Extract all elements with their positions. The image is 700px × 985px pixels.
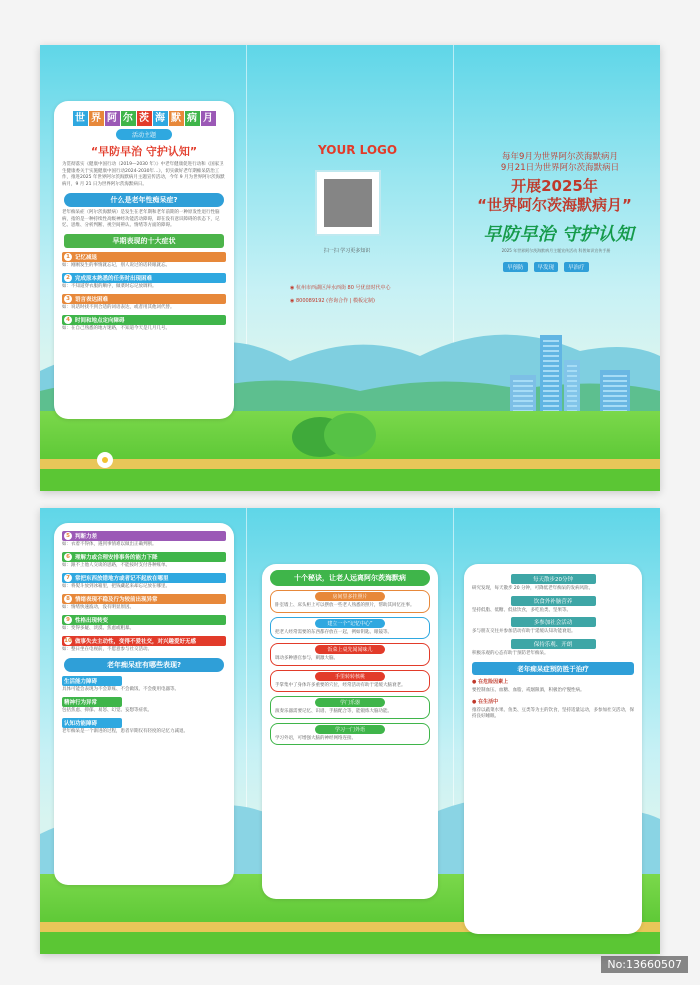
tip-item	[270, 696, 430, 719]
bush-illustration	[290, 397, 380, 457]
qr-pattern	[324, 179, 372, 227]
symptom-label: 判断力差	[75, 534, 98, 540]
campaign-title-1: 开展2025年	[511, 177, 598, 195]
date-lines	[470, 152, 650, 174]
symptom-desc: 如：说话时找不到合适的词语表达，或者用其他词代替。	[62, 304, 175, 310]
symptom-bar	[62, 531, 226, 541]
symptoms-heading: 早期表现的十大症状	[64, 234, 224, 248]
lawn-front	[40, 469, 660, 491]
symptom-bar	[62, 552, 226, 562]
prevention-label: 饮食外补脑营养	[511, 596, 596, 606]
title-char: 病	[185, 111, 200, 126]
prevention-desc: 研究发现，每天散步 20 分钟，可降低老年痴呆的发病风险。	[472, 586, 594, 591]
symptom-bar	[62, 273, 226, 283]
tip-label: 手里转转核桃	[315, 672, 385, 681]
title-char: 海	[153, 111, 168, 126]
tip-label: 饭菜上桌先闻闻味儿	[315, 645, 385, 654]
title-char: 尔	[121, 111, 136, 126]
section-heading: 老年痴呆症有哪些表现?	[64, 658, 224, 672]
symptom-label: 理解力或合理安排事务的能力下降	[75, 555, 158, 561]
title-char: 茨	[137, 111, 152, 126]
qr-code[interactable]	[315, 170, 381, 236]
brochure-inside	[40, 508, 660, 954]
prevention-item	[472, 639, 634, 657]
tip-desc: 调动多种感官参与，刺激大脑。	[275, 656, 338, 661]
tip-desc: 手掌集中了身体许多重要的穴位，经常活动有助于延缓大脑衰老。	[275, 682, 406, 688]
tips-title: 十个秘诀，让老人远离阿尔茨海默病	[270, 570, 430, 586]
symptom-number: 4	[64, 316, 72, 324]
date-line-2: 9月21日为世界阿尔茨海默病日	[500, 163, 620, 173]
tip-item	[270, 617, 430, 640]
definition-paragraph: 老年痴呆症（阿尔茨海默病）是发生在老年期和老年前期的一种原发性退行性脑病，指的是一种持续性高级神经功能活动障碍，即在没有意识障碍的状态下，记忆、思维、分析判断、视空间辨认、情绪等方面的障碍。	[62, 210, 220, 228]
title-char: 世	[73, 111, 88, 126]
theme-slogan: “早防早治 守护认知”	[90, 145, 198, 158]
tip-item	[270, 590, 430, 613]
section-heading: 什么是老年性痴呆症?	[64, 193, 224, 207]
symptom-desc: 如：整日坐在电视前，不愿意参与社交活动。	[62, 647, 152, 652]
symptom-desc: 如：刚刚发生的事情就忘记，别人说过的话转眼就忘。	[62, 262, 170, 268]
symptom-desc: 如：变得多疑、淡漠、焦虑或粗暴。	[62, 626, 134, 631]
tip-desc: 卧室墙上、床头柜上可以摆放一些老人熟悉的照片，帮助其回忆往事。	[275, 603, 415, 608]
sub-label: 认知功能障碍	[64, 721, 98, 727]
prevention-desc: 积极乐观的心态有助于预防老年痴呆。	[472, 650, 549, 656]
symptom-bar	[62, 615, 226, 625]
campaign-note: 2025 年世界阿尔茨海默病月主题宣传活动 科普知识宣传手册	[501, 248, 611, 253]
intro-paragraph: 为贯彻落实《健康中国行动（2019—2030 年）》中老年健康促进行动和《国家卫生健康委关于实施健康中国行动2024-2030年…》，切实做好老年期痴呆防治工作，推进2025 年世界阿尔茨海默病月主题宣传活动，今年 9 月为世界阿尔茨海默病月，9 月 21 日为世界阿尔茨海默病日。	[62, 162, 225, 187]
symptom-number: 3	[64, 295, 72, 303]
symptom-number: 10	[64, 638, 72, 644]
prevention-desc: 多与朋友交往并参加活动有助于延缓认知功能衰退。	[472, 629, 576, 634]
symptom-bar	[62, 252, 226, 262]
location-icon: ◉	[290, 285, 296, 291]
symptom-desc: 如：跟不上他人交谈的思路，不能按时支付各种账单。	[62, 563, 170, 568]
symptom-label: 时间和地点定向障碍	[75, 317, 125, 324]
tag: 早发现	[534, 262, 559, 272]
intro-card	[54, 101, 234, 419]
tip-item	[270, 670, 430, 693]
title-char: 月	[201, 111, 216, 126]
symptom-number: 7	[64, 574, 72, 582]
sub-label: 生活能力障碍	[64, 679, 98, 685]
symptom-desc: 如：衣着不得体，遇到事情难以做出正确判断。	[62, 542, 157, 547]
symptom-label: 性格出现转变	[75, 618, 109, 624]
tip-label: 学习一门外语	[315, 725, 385, 734]
tip-label: 房间里多挂照片	[315, 592, 385, 601]
tag: 早预防	[503, 262, 528, 272]
bullet-label: ● 在生活中	[472, 698, 499, 705]
symptom-label: 记忆减退	[75, 254, 98, 261]
tips-card	[262, 564, 438, 899]
phone-text	[290, 297, 375, 304]
prevention-label: 保持乐观、开朗	[511, 639, 596, 649]
section-heading: 老年痴呆症预防胜于治疗	[472, 662, 634, 675]
symptom-bar	[62, 636, 226, 646]
title-char: 默	[169, 111, 184, 126]
prevention-card	[464, 564, 642, 934]
title-char: 界	[89, 111, 104, 126]
symptom-bar	[62, 594, 226, 604]
symptom-label: 常把东西放错地方或者记不起放在哪里	[75, 576, 169, 582]
symptom-number: 1	[64, 253, 72, 261]
tag-row	[503, 262, 589, 272]
lawn-front	[40, 932, 660, 954]
qr-caption: 扫一扫 学习更多知识	[323, 248, 371, 254]
prevention-label: 多参加社会活动	[511, 617, 596, 627]
campaign-title	[462, 177, 647, 215]
bullet-desc: 推荐以蔬菜水果、鱼类、豆类等为主的饮食，坚持适量运动，多参加社交活动，保持良好睡眠。	[472, 707, 634, 719]
logo-text: YOUR LOGO	[318, 143, 398, 157]
bullet-desc: 要控制血压、血糖、血脂，戒烟限酒，积极治疗慢性病。	[472, 688, 585, 693]
prevention-desc: 坚持低脂、低糖、低盐饮食，多吃鱼类、坚果等。	[472, 607, 571, 613]
symptom-number: 5	[64, 532, 72, 540]
month-title	[62, 111, 226, 126]
sub-heading	[62, 718, 122, 728]
sub-label: 精神行为异常	[64, 700, 98, 706]
symptom-label: 完成原本熟悉的任务时出现困难	[75, 275, 153, 282]
bullet-label: ● 在危险因素上	[472, 679, 509, 685]
symptom-bar	[62, 573, 226, 583]
symptoms-card	[54, 523, 234, 885]
address-text	[290, 284, 391, 291]
title-char: 阿	[105, 111, 120, 126]
tip-label: 建立一个“记忆中心”	[315, 619, 385, 628]
phone: 800089192 (咨询合作 | 模板定制)	[295, 298, 375, 304]
symptom-desc: 如：不知道穿衣服的顺序，做菜时忘记放调料。	[62, 283, 157, 289]
symptom-label: 情绪表现不稳及行为较前出现异常	[75, 597, 158, 603]
tip-desc: 把老人经常需要的东西都存放在一起，例如钥匙、眼镜等。	[275, 629, 392, 635]
sub-heading	[62, 697, 122, 707]
symptom-number: 8	[64, 595, 72, 603]
tip-label: 学门乐器	[315, 698, 385, 707]
symptom-number: 2	[64, 274, 72, 282]
tag: 早治疗	[564, 262, 589, 272]
tip-desc: 演奏乐器需要记忆、识谱、手脑配合等，能锻炼大脑功能。	[275, 709, 392, 714]
sub-heading	[62, 676, 122, 686]
symptom-number: 9	[64, 616, 72, 624]
symptom-bar	[62, 294, 226, 304]
calligraphy-slogan: 早防早治 守护认知	[483, 224, 634, 245]
symptom-bar	[62, 315, 226, 325]
symptom-label: 语言表达困难	[75, 296, 109, 303]
path	[40, 459, 660, 469]
prevention-item	[472, 596, 634, 614]
sub-desc: 包括焦虑、抑郁、易怒、幻觉、妄想等症状。	[62, 708, 152, 713]
address: 杭州市西湖区萍水西街 80 号优盘时代中心	[295, 285, 391, 291]
prevention-item	[472, 617, 634, 635]
tip-item	[270, 643, 430, 666]
phone-icon: ◉	[290, 298, 296, 304]
tip-item	[270, 723, 430, 746]
sub-desc: 老年痴呆是一个渐进的过程，患者早期仅有轻度的记忆力减退。	[62, 729, 188, 734]
flower-illustration	[95, 450, 115, 470]
prevention-item	[472, 574, 634, 592]
sub-desc: 具体可能会表现为不会算账、不会做饭、不会使用电器等。	[62, 687, 179, 692]
date-line-1: 每年9月为世界阿尔茨海默病月	[502, 152, 618, 162]
image-id-watermark: No:13660507	[601, 956, 688, 973]
campaign-title-2: “世界阿尔茨海默病月”	[477, 196, 632, 214]
symptom-desc: 如：情绪快速波动，没有明显原因。	[62, 605, 134, 610]
theme-label: 活动主题	[116, 129, 172, 140]
symptom-desc: 如：在自己熟悉的地方迷路，不知道今天是几月几号。	[62, 325, 170, 331]
tip-desc: 学习外语，可增强大脑的神经网络连接。	[275, 735, 356, 741]
prevention-label: 每天散步20分钟	[511, 574, 596, 584]
symptom-desc: 如：将熨斗放到冰箱里，把钱藏起来却忘记放在哪里。	[62, 584, 170, 589]
symptom-label: 做事失去主动性，变得不爱社交，对兴趣爱好无感	[75, 639, 197, 645]
symptom-number: 6	[64, 553, 72, 561]
